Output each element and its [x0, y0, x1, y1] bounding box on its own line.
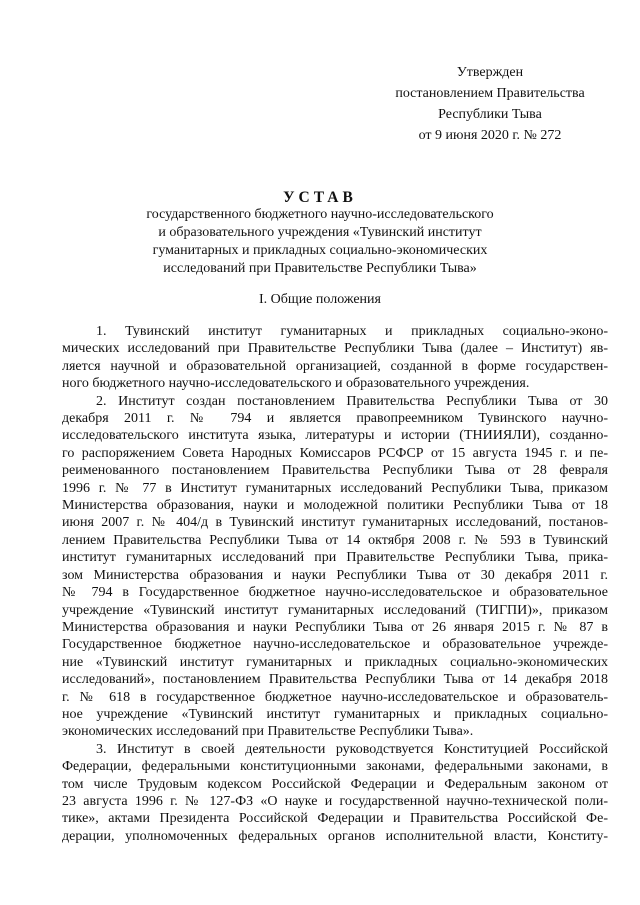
- text-line: Федерации, федеральными конституционными законами, федеральными законами, в: [62, 759, 608, 775]
- approval-line: от 9 июня 2020 г. № 272: [418, 128, 562, 143]
- text-line: ное учреждение «Тувинский институт гуманитарных и прикладных социально-: [62, 706, 608, 722]
- approval-line: постановлением Правительства: [395, 86, 585, 101]
- paragraph: [62, 323, 608, 393]
- text-line: ляется научной и образовательной организацией, созданной в форме государствен-: [62, 358, 608, 374]
- text-line: 23 августа 1996 г. № 127-ФЗ «О науке и государственной научно-технической поли-: [62, 793, 608, 809]
- paragraph: [62, 393, 608, 741]
- text-line: ние «Тувинский институт гуманитарных и прикладных социально-экономических: [62, 654, 608, 670]
- approval-stamp: [380, 62, 600, 146]
- text-line: го распоряжением Совета Народных Комиссаров РСФСР от 15 августа 1945 г. и пе-: [62, 445, 608, 461]
- subtitle-line: государственного бюджетного научно-исследовательского: [146, 207, 494, 222]
- text-line: лением Правительства Республики Тыва от 14 октября 2008 г. № 593 в Тувинский: [62, 532, 608, 548]
- text-line: ного бюджетного научно-исследовательского и образовательного учреждения.: [62, 376, 530, 392]
- text-line: учреждение «Тувинский институт гуманитарных исследований (ТИГПИ)», приказом: [62, 602, 608, 618]
- text-line: мических исследований при Правительстве Республики Тыва (далее – Институт) яв-: [62, 341, 608, 357]
- subtitle-line: гуманитарных и прикладных социально-экономических: [152, 243, 488, 258]
- text-line: 2. Институт создан постановлением Правительства Республики Тыва от 30: [96, 393, 608, 409]
- text-line: декабря 2011 г. № 794 и является правопреемником Тувинского научно-: [62, 411, 608, 427]
- text-line: зом Министерства образования и науки Республики Тыва от 30 декабря 2011 г.: [62, 567, 608, 583]
- text-line: том числе Трудовым кодексом Российской Федерации и Федеральным законом от: [62, 776, 608, 792]
- text-line: исследований», постановлением Правительства Республики Тыва от 14 декабря 2018: [62, 672, 608, 688]
- document-title: УСТАВ: [283, 189, 357, 206]
- text-line: г. № 618 в государственное бюджетное научно-исследовательское и образователь-: [62, 689, 608, 705]
- text-line: экономических исследований при Правительстве Республики Тыва».: [62, 724, 474, 740]
- text-line: 1996 г. № 77 в Институт гуманитарных исследований Республики Тыва, приказом: [62, 480, 608, 496]
- text-line: дерации, уполномоченных федеральных органов исполнительной власти, Конститу-: [62, 828, 608, 844]
- text-line: июня 2007 г. № 404/д в Тувинский институт гуманитарных исследований, постанов-: [62, 515, 608, 531]
- approval-line: Утвержден: [456, 65, 524, 80]
- text-line: № 794 в Государственное бюджетное научно-исследовательское и образовательное: [62, 585, 608, 601]
- paragraph: [62, 741, 608, 845]
- section-heading: I. Общие положения: [259, 292, 381, 307]
- text-line: исследовательского института языка, литературы и истории (ТНИИЯЛИ), созданно-: [62, 428, 608, 444]
- text-line: реименованного постановлением Правительства Республики Тыва от 28 февраля: [62, 463, 608, 479]
- text-line: 3. Институт в своей деятельности руководствуется Конституцией Российской: [96, 741, 608, 757]
- document-body: [62, 323, 608, 845]
- text-line: Государственное бюджетное научно-исследовательское и образовательное учрежде-: [62, 637, 608, 653]
- text-line: институт гуманитарных исследований при Правительстве Республики Тыва, прика-: [62, 550, 608, 566]
- text-line: Министерства образования, науки и молодежной политики Республики Тыва от 18: [62, 498, 608, 514]
- text-line: Министерства образования и науки Республики Тыва от 26 января 2015 г. № 87 в: [62, 619, 608, 635]
- text-line: тике», актами Президента Российской Федерации и Правительства Российской Фе-: [62, 811, 608, 827]
- text-line: 1. Тувинский институт гуманитарных и прикладных социально-эконо-: [96, 324, 608, 339]
- approval-line: Республики Тыва: [438, 107, 542, 122]
- subtitle-line: исследований при Правительстве Республики Тыва»: [163, 261, 477, 276]
- subtitle-line: и образовательного учреждения «Тувинский институт: [158, 225, 482, 240]
- document-subtitle: [80, 206, 560, 278]
